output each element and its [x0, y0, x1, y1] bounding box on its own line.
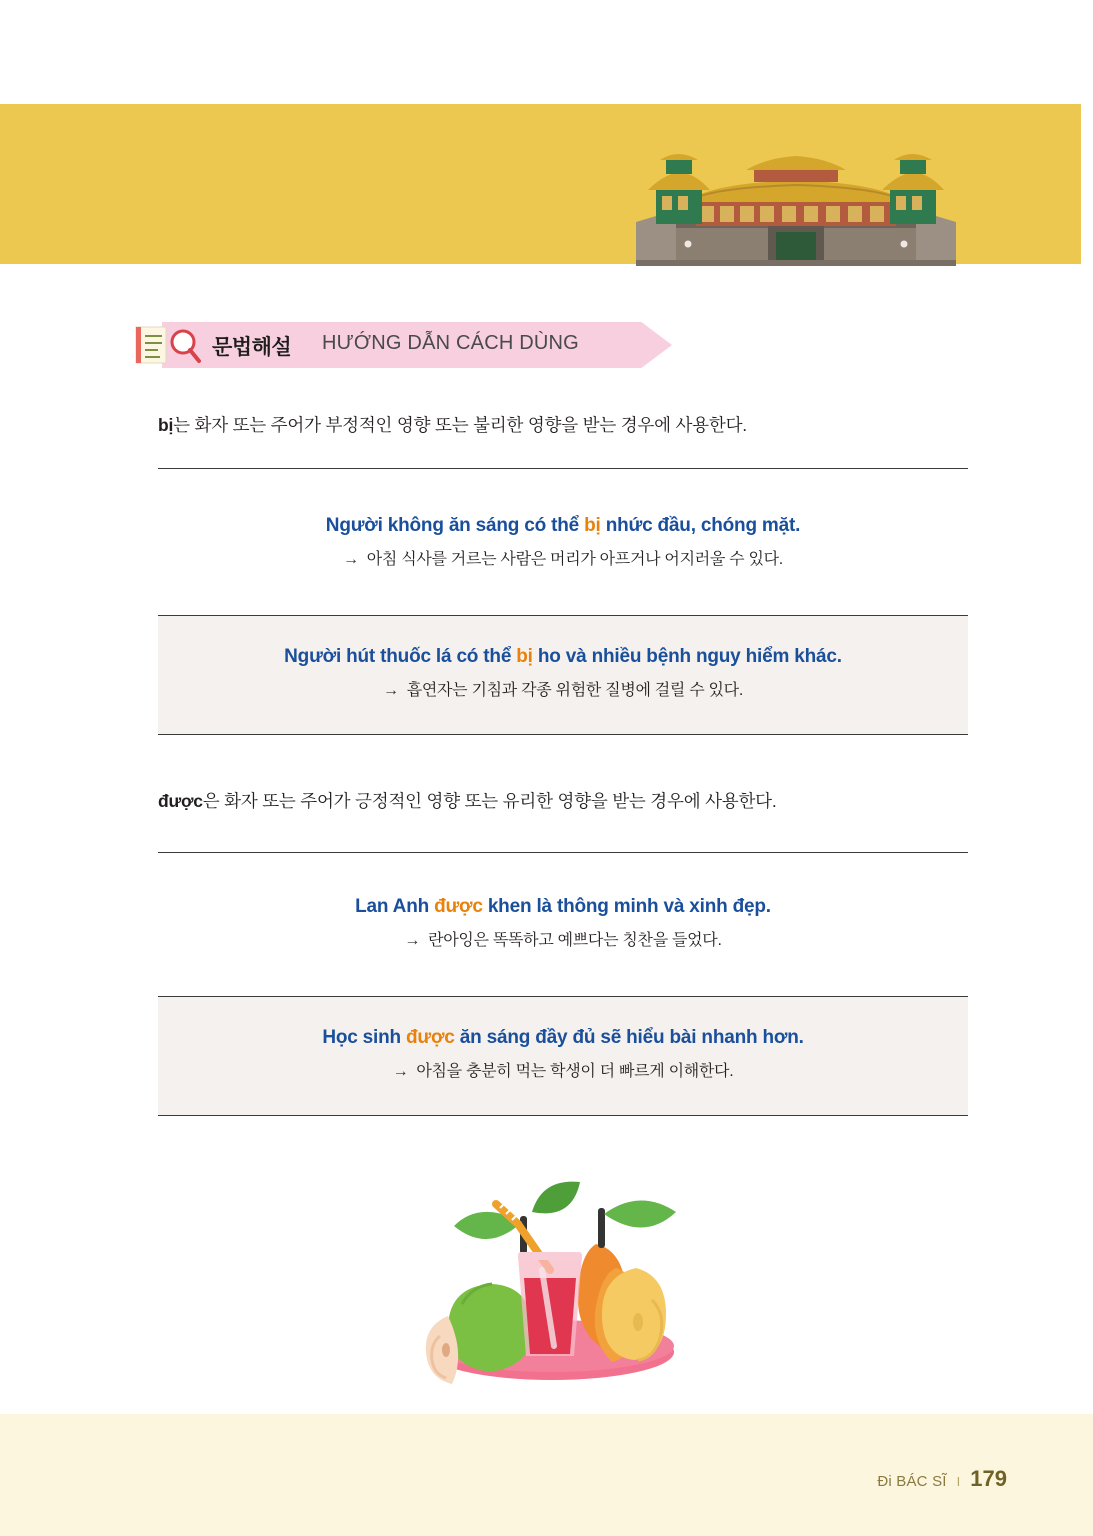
example-ko-text-3: 란아잉은 똑똑하고 예쁘다는 칭찬을 들었다.	[428, 931, 722, 949]
fruit-juice-illustration	[400, 1150, 700, 1390]
example-vi-after-2: ho và nhiều bệnh nguy hiểm khác.	[532, 646, 842, 667]
example-vi-highlight-4: được	[406, 1027, 455, 1048]
example-vi-before-2: Người hút thuốc lá có thể	[284, 646, 517, 667]
footer-band	[0, 1414, 1093, 1536]
example-korean-3	[158, 927, 968, 950]
example-vi-after-1: nhức đầu, chóng mặt.	[600, 515, 801, 536]
example-korean-2	[158, 677, 968, 700]
example-vi-before-3: Lan Anh	[355, 896, 435, 917]
example-block-2	[158, 615, 968, 735]
example-vi-before-4: Học sinh	[322, 1027, 407, 1048]
arrow-icon-3: →	[404, 931, 421, 949]
section-subtitle: HƯỚNG DẪN CÁCH DÙNG	[322, 332, 579, 354]
example-vi-highlight-3: được	[434, 896, 483, 917]
example-vietnamese-4	[158, 1025, 968, 1052]
example-block-1	[158, 505, 968, 583]
divider-1	[158, 468, 968, 469]
example-vietnamese-2	[158, 644, 968, 671]
arrow-icon-1: →	[343, 550, 359, 568]
example-block-4	[158, 996, 968, 1116]
divider-2	[158, 852, 968, 853]
example-ko-text-2: 흡연자는 기침과 각종 위험한 질병에 걸릴 수 있다.	[406, 681, 743, 699]
example-block-3	[158, 886, 968, 964]
example-ko-text-1: 아침 식사를 거르는 사람은 머리가 아프거나 어지러울 수 있다.	[366, 550, 783, 568]
section-heading	[130, 322, 650, 368]
example-vietnamese-1	[158, 513, 968, 540]
footer-separator: I	[956, 1474, 961, 1489]
rule-text-1	[158, 412, 978, 437]
rule-keyword-1: bị	[158, 415, 174, 435]
example-vi-before-1: Người không ăn sáng có thể	[325, 515, 585, 536]
example-korean-4	[158, 1058, 968, 1081]
rule-body-2: 은 화자 또는 주어가 긍정적인 영향 또는 유리한 영향을 받는 경우에 사용한다.	[202, 791, 777, 811]
temple-gate-illustration	[636, 148, 956, 266]
example-vi-after-4: ăn sáng đầy đủ sẽ hiểu bài nhanh hơn.	[454, 1027, 804, 1048]
page-number: 179	[970, 1466, 1007, 1491]
example-vi-highlight-1: bị	[584, 515, 601, 536]
arrow-icon-2: →	[383, 681, 399, 699]
example-korean-1	[158, 546, 968, 569]
footer-content	[877, 1466, 1007, 1492]
example-vi-after-3: khen là thông minh và xinh đẹp.	[482, 896, 771, 917]
top-band-right-margin	[1081, 104, 1093, 264]
rule-body-1: 는 화자 또는 주어가 부정적인 영향 또는 불리한 영향을 받는 경우에 사용한다.	[173, 415, 747, 435]
example-ko-text-4: 아침을 충분히 먹는 학생이 더 빠르게 이해한다.	[416, 1062, 734, 1080]
arrow-icon-4: →	[392, 1062, 409, 1080]
footer-chapter-label: Đi BÁC SĨ	[877, 1473, 947, 1490]
rule-text-2	[158, 788, 978, 813]
rule-keyword-2: được	[158, 791, 203, 811]
section-title: 문법해설	[212, 336, 292, 359]
magnifier-icon	[166, 327, 204, 365]
example-vietnamese-3	[158, 894, 968, 921]
example-vi-highlight-2: bị	[516, 646, 533, 667]
